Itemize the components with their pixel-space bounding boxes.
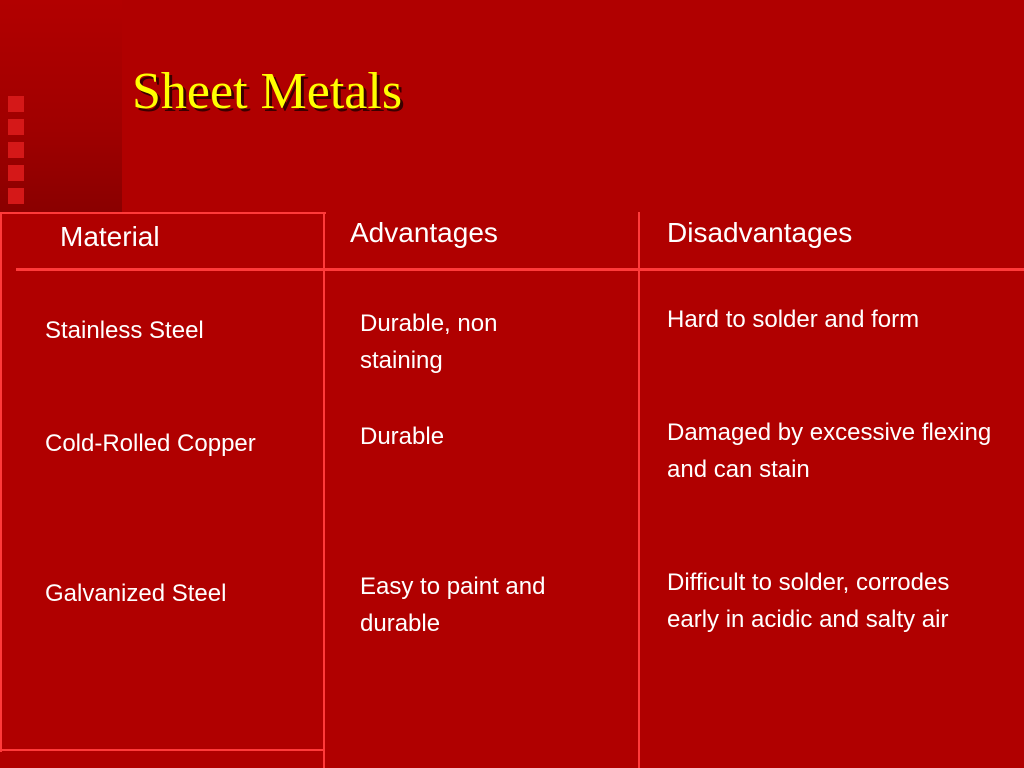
- column-divider-1: [323, 212, 325, 768]
- row-2-disadvantages: Damaged by excessive flexing and can stain: [667, 419, 992, 483]
- table-bottom-border: [0, 749, 324, 751]
- slide-title: Sheet Metals: [132, 63, 403, 120]
- row-1-material: Stainless Steel: [45, 317, 204, 344]
- row-2-material: Cold-Rolled Copper: [45, 430, 256, 457]
- row-1-disadvantages: Hard to solder and form: [667, 306, 920, 333]
- row-3-disadvantages: Difficult to solder, corrodes early in acidic and salty air: [667, 569, 950, 633]
- header-advantages: Advantages: [350, 217, 498, 248]
- row-1-advantages: Durable, non staining: [360, 310, 498, 374]
- header-disadvantages: Disadvantages: [667, 217, 853, 248]
- header-material: Material: [60, 221, 160, 252]
- corner-decoration: [0, 0, 122, 212]
- table-top-border: [0, 212, 326, 214]
- column-divider-2: [638, 212, 640, 768]
- row-3-material: Galvanized Steel: [45, 580, 227, 607]
- row-3-advantages: Easy to paint and durable: [360, 573, 546, 637]
- table-left-border: [0, 212, 2, 752]
- row-2-advantages: Durable: [360, 423, 445, 450]
- decorative-squares: [8, 96, 26, 212]
- header-divider: [16, 268, 1024, 271]
